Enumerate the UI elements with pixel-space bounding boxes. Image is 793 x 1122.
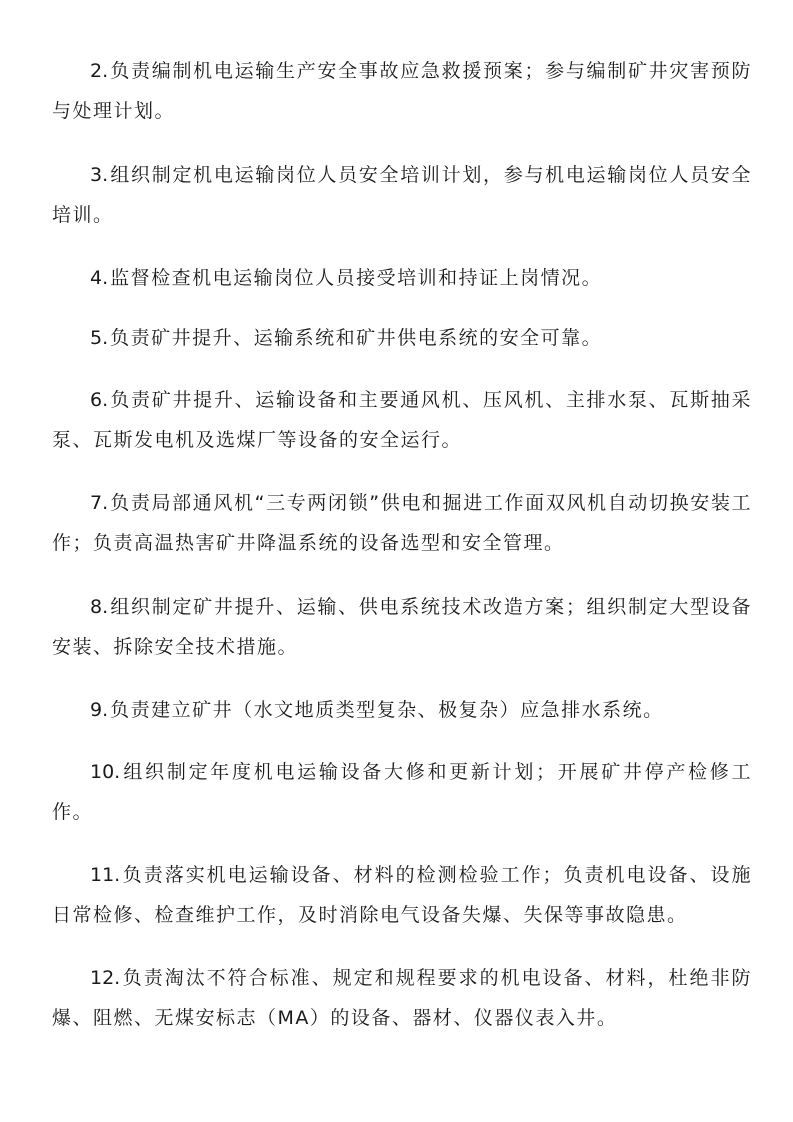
item-text: 负责编制机电运输生产安全事故应急救援预案；参与编制矿井灾害预防与处理计划。	[52, 60, 752, 122]
item-number: 5.	[90, 327, 109, 349]
item-text: 负责局部通风机“三专两闭锁”供电和掘进工作面双风机自动切换安装工作；负责高温热害矿井降温系统的设备选型和安全管理。	[52, 492, 752, 554]
list-item	[52, 51, 752, 131]
item-number: 6.	[90, 389, 109, 411]
item-text: 负责矿井提升、运输系统和矿井供电系统的安全可靠。	[110, 327, 603, 349]
item-number: 9.	[90, 699, 109, 721]
item-number: 2.	[90, 60, 109, 82]
item-text: 负责淘汰不符合标准、规定和规程要求的机电设备、材料，杜绝非防爆、阻燃、无煤安标志（MA）的设备、器材、仪器仪表入井。	[52, 967, 752, 1029]
item-number: 10.	[90, 761, 121, 783]
item-number: 7.	[90, 492, 109, 514]
item-text: 负责落实机电运输设备、材料的检测检验工作；负责机电设备、设施日常检修、检查维护工作，及时消除电气设备失爆、失保等事故隐患。	[52, 864, 752, 926]
item-text: 监督检查机电运输岗位人员接受培训和持证上岗情况。	[110, 267, 603, 289]
item-number: 3.	[90, 164, 109, 186]
item-text: 组织制定矿井提升、运输、供电系统技术改造方案；组织制定大型设备安装、拆除安全技术措施。	[52, 596, 752, 658]
list-item	[52, 483, 752, 563]
item-number: 8.	[90, 596, 109, 618]
list-item	[52, 958, 752, 1038]
list-item	[52, 318, 752, 358]
item-number: 4.	[90, 267, 109, 289]
item-number: 12.	[90, 967, 121, 989]
list-item	[52, 258, 752, 298]
item-text: 组织制定年度机电运输设备大修和更新计划；开展矿井停产检修工作。	[52, 761, 752, 823]
list-item	[52, 155, 752, 235]
list-item	[52, 752, 752, 832]
list-item	[52, 380, 752, 460]
list-item	[52, 690, 752, 730]
item-number: 11.	[90, 864, 121, 886]
item-text: 组织制定机电运输岗位人员安全培训计划，参与机电运输岗位人员安全培训。	[52, 164, 752, 226]
list-item	[52, 587, 752, 667]
item-text: 负责建立矿井（水文地质类型复杂、极复杂）应急排水系统。	[110, 699, 664, 721]
list-item	[52, 855, 752, 935]
item-text: 负责矿井提升、运输设备和主要通风机、压风机、主排水泵、瓦斯抽采泵、瓦斯发电机及选煤厂等设备的安全运行。	[52, 389, 752, 451]
